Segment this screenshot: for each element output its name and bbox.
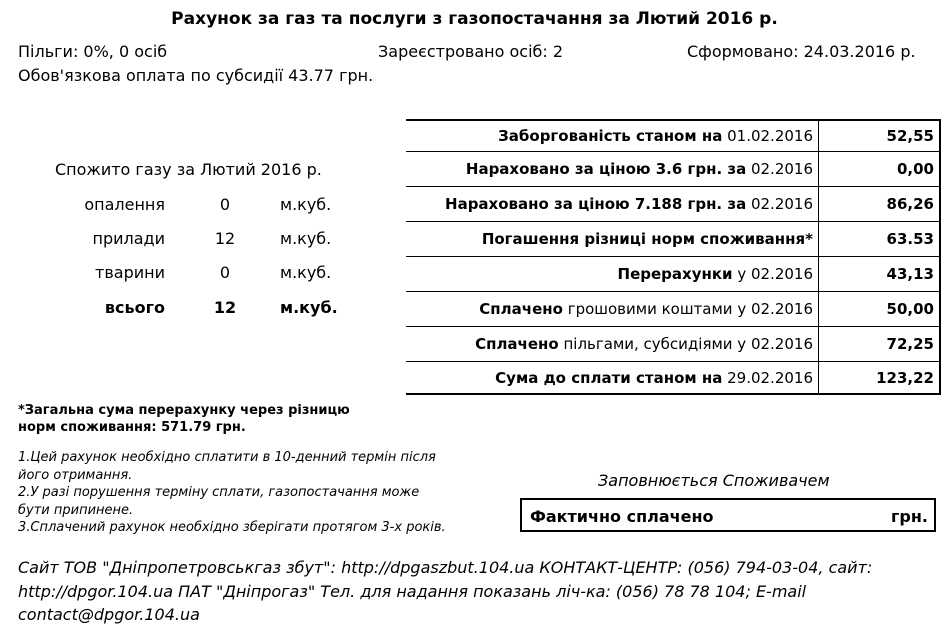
charge-row-price-7-188 [406, 187, 940, 222]
charge-label: Погашення різниці норм споживання* [406, 222, 819, 257]
charge-amount: 63.53 [819, 222, 941, 257]
charge-row-price-3-6 [406, 152, 940, 187]
consumption-row-total [60, 298, 360, 322]
charge-label: Нараховано за ціною 7.188 грн. за 02.2016 [406, 187, 819, 222]
consumption-value: 12 [214, 229, 236, 248]
subsidy-line: Обов'язкова оплата по субсидії 43.77 грн. [18, 66, 374, 85]
charges-table [406, 119, 941, 395]
consumption-row-animals [60, 263, 360, 287]
charge-label: Заборгованість станом на 01.02.2016 [406, 120, 819, 152]
charge-row-paid-cash [406, 292, 940, 327]
charge-amount: 72,25 [819, 327, 941, 362]
registered-persons: Зареєстровано осіб: 2 [378, 42, 564, 61]
recalculation-note: *Загальна сума перерахунку через різницю норм споживання: 571.79 грн. [18, 403, 350, 435]
consumption-row-appliances [60, 229, 360, 253]
consumption-unit: м.куб. [280, 195, 332, 214]
consumption-row-heating [60, 195, 360, 219]
consumption-unit: м.куб. [280, 298, 338, 317]
charge-amount: 52,55 [819, 120, 941, 152]
consumption-unit: м.куб. [280, 263, 332, 282]
consumption-value: 0 [219, 263, 231, 282]
charge-row-debt [406, 120, 940, 152]
consumption-unit: м.куб. [280, 229, 332, 248]
charge-label: Нараховано за ціною 3.6 грн. за 02.2016 [406, 152, 819, 187]
actual-paid-currency: грн. [891, 507, 928, 526]
consumption-label: опалення [84, 195, 165, 214]
charge-row-norm-difference [406, 222, 940, 257]
benefits-info: Пільги: 0%, 0 осіб [18, 42, 168, 61]
consumption-label: прилади [92, 229, 165, 248]
charge-row-recalculation [406, 257, 940, 292]
consumer-fill-title: Заповнюється Споживачем [598, 471, 830, 490]
charge-amount: 86,26 [819, 187, 941, 222]
charge-row-total-due [406, 362, 940, 395]
charge-amount: 43,13 [819, 257, 941, 292]
charge-label: Сплачено грошовими коштами у 02.2016 [406, 292, 819, 327]
consumption-label: тварини [95, 263, 165, 282]
actual-paid-box[interactable] [520, 498, 936, 532]
charge-label: Сплачено пільгами, субсидіями у 02.2016 [406, 327, 819, 362]
consumption-title: Спожито газу за Лютий 2016 р. [55, 160, 322, 179]
charge-amount: 123,22 [819, 362, 941, 395]
consumption-label: всього [104, 298, 165, 317]
charge-label: Сума до сплати станом на 29.02.2016 [406, 362, 819, 395]
charge-label: Перерахунки у 02.2016 [406, 257, 819, 292]
actual-paid-label: Фактично сплачено [530, 507, 714, 526]
charge-amount: 50,00 [819, 292, 941, 327]
contact-footer: Сайт ТОВ "Дніпропетровськгаз збут": http://dpgaszbut.104.ua КОНТАКТ-ЦЕНТР: (056) 794-03-04, сайт: http://dpgor.104.ua ПАТ "Дніпрогаз" Тел. для надання показань ліч-ка: (056) 78 78 104; E-mail contact@dpgor.104.ua [18, 558, 873, 624]
consumption-value: 0 [219, 195, 231, 214]
payment-rules: 1.Цей рахунок необхідно сплатити в 10-денний термін після його отримання. 2.У разі порушення терміну сплати, газопостачання може бути припинене. 3.Сплачений рахунок необхідно зберігати протягом 3-х років. [18, 450, 446, 535]
formed-date: Сформовано: 24.03.2016 р. [687, 42, 916, 61]
bill-title: Рахунок за газ та послуги з газопостачання за Лютий 2016 р. [171, 9, 778, 29]
charge-amount: 0,00 [819, 152, 941, 187]
consumption-value: 12 [213, 298, 237, 317]
charge-row-paid-benefits [406, 327, 940, 362]
